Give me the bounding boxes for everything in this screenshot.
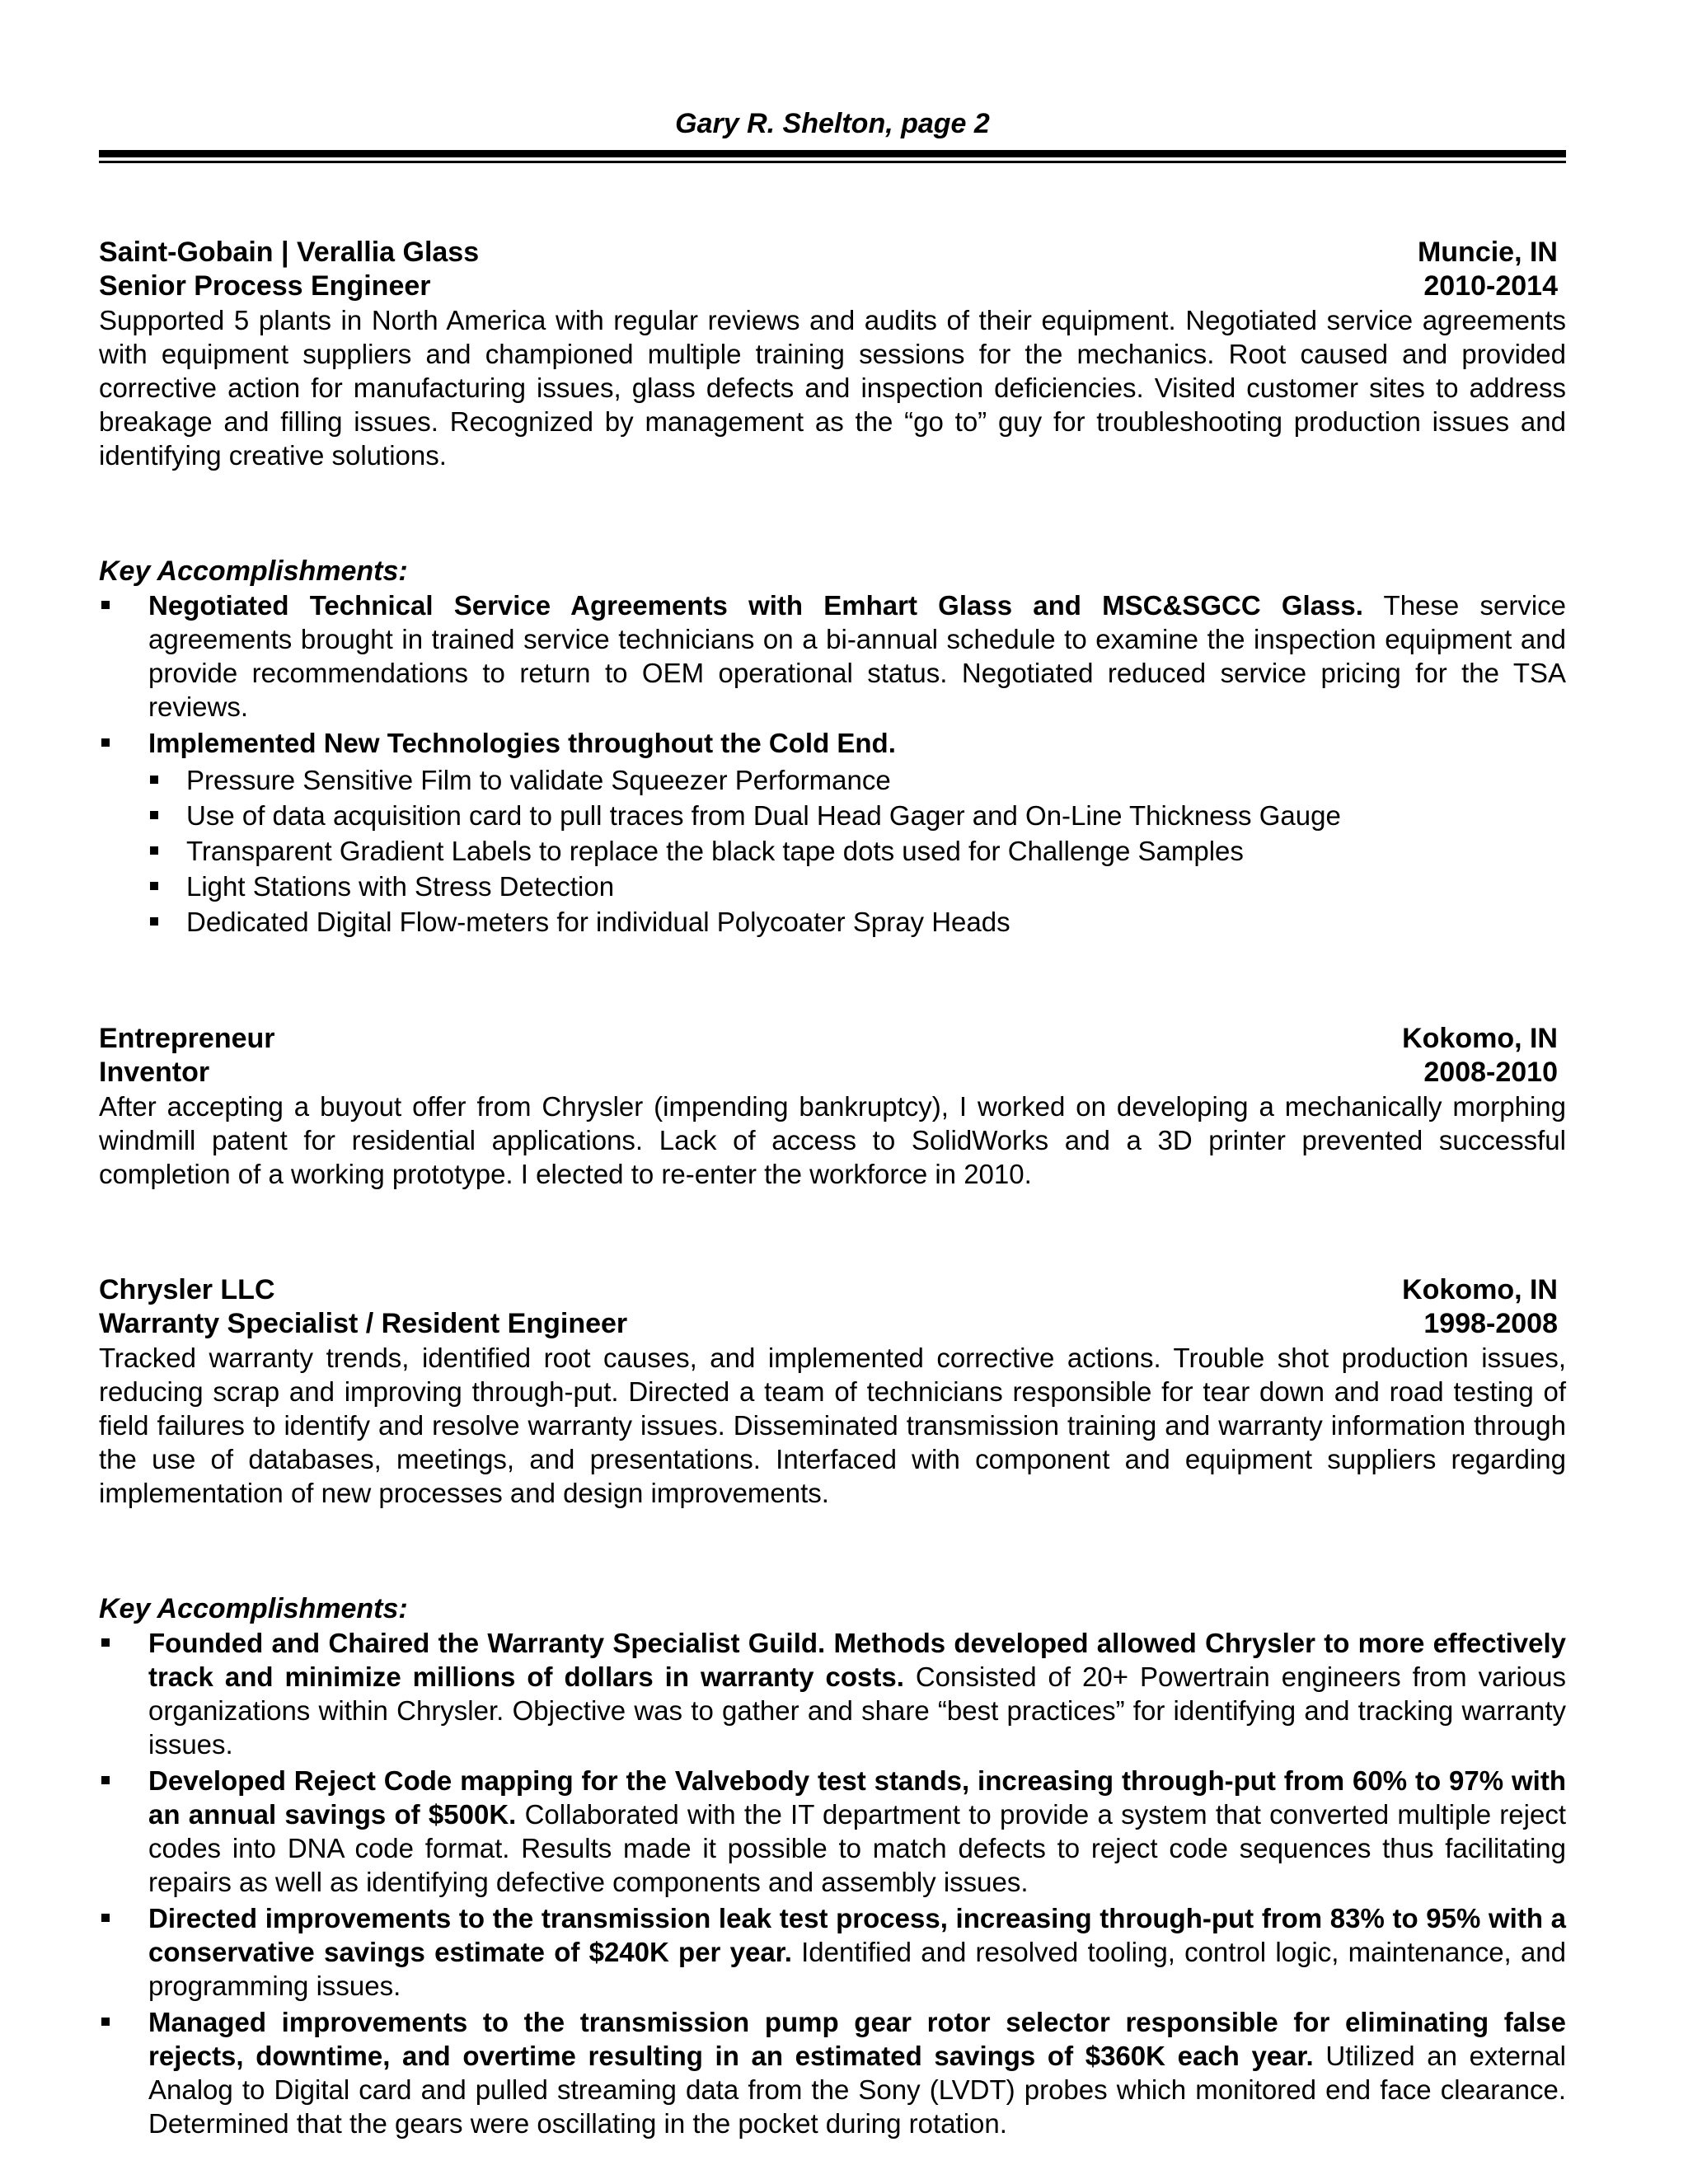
job-dates: 1998-2008 [1423,1308,1558,1339]
job-company: Entrepreneur [99,1023,275,1054]
accomplishments-title: Key Accomplishments: [99,555,408,587]
sub-item: Dedicated Digital Flow-meters for individual Polycoater Spray Heads [99,904,1566,940]
job-title: Warranty Specialist / Resident Engineer [99,1308,628,1339]
accomplishment-bold: Managed improvements to the transmission pump gear rotor selector responsible for eliminating false rejects, downtime, and overtime resulting in an estimated savings of $360K each year. [148,2007,1566,2071]
job-title-row [99,1056,1566,1090]
job-dates: 2010-2014 [1423,270,1558,302]
job-entrepreneur [99,1022,1566,1191]
accomplishment-item [99,1901,1566,2003]
technologies-sublist [99,762,1566,940]
accomplishments-list [99,588,1566,760]
sub-item: Use of data acquisition card to pull traces from Dual Head Gager and On-Line Thickness Gauge [99,798,1566,833]
sub-item: Transparent Gradient Labels to replace the black tape dots used for Challenge Samples [99,833,1566,869]
job-location: Kokomo, IN [1402,1274,1558,1305]
job-saint-gobain [99,236,1566,940]
job-title-row [99,269,1566,303]
sub-item: Light Stations with Stress Detection [99,869,1566,904]
accomplishment-text: Consisted of 20+ Powertrain engineers from various organizations within Chrysler. Objective was to gather and share “best practices” for identifying and tracking warranty issues. [148,1661,1566,1760]
accomplishment-bold: Implemented New Technologies throughout the Cold End. [148,728,896,758]
accomplishments-list [99,1626,1566,2140]
job-title: Inventor [99,1057,210,1088]
job-company: Saint-Gobain | Verallia Glass [99,237,480,268]
job-description: Supported 5 plants in North America with regular reviews and audits of their equipment. Negotiated service agreements with equipment suppliers and championed multiple training sessions for the mechanics. Root caused and provided corrective action for manufacturing issues, glass defects and inspection deficiencies. Visited customer sites to address breakage and filling issues. Recognized by management as the “go to” guy for troubleshooting production issues and identifying creative solutions. [99,305,1566,471]
accomplishment-item [99,1626,1566,1761]
accomplishment-item [99,2005,1566,2140]
job-title-row [99,1307,1566,1341]
accomplishment-item [99,1764,1566,1899]
job-header-row [99,236,1566,269]
accomplishment-bold: Founded and Chaired the Warranty Specialist Guild. Methods developed allowed Chrysler to more effectively track and minimize millions of dollars in warranty costs. [148,1628,1566,1692]
accomplishment-text: Utilized an external Analog to Digital card and pulled streaming data from the Sony (LVDT) probes which monitored end face clearance. Determined that the gears were oscillating in the pocket during rotation. [148,2041,1566,2139]
job-description: After accepting a buyout offer from Chrysler (impending bankruptcy), I worked on developing a mechanically morphing windmill patent for residential applications. Lack of access to SolidWorks and a 3D printer prevented successful completion of a working prototype. I elected to re-enter the workforce in 2010. [99,1091,1566,1189]
accomplishment-item [99,588,1566,724]
accomplishment-bold: Directed improvements to the transmission leak test process, increasing through-put from 83% to 95% with a conservative savings estimate of $240K per year. [148,1903,1566,1967]
accomplishment-text: These service agreements brought in trained service technicians on a bi-annual schedule to examine the inspection equipment and provide recommendations to return to OEM operational status. Negotiated reduced service pricing for the TSA reviews. [148,590,1567,722]
job-title: Senior Process Engineer [99,270,431,302]
accomplishment-text: Identified and resolved tooling, control logic, maintenance, and programming issues. [148,1937,1567,2001]
accomplishment-bold: Negotiated Technical Service Agreements with Emhart Glass and MSC&SGCC Glass. [148,590,1363,621]
sub-item: Pressure Sensitive Film to validate Squeezer Performance [99,762,1566,798]
accomplishment-bold: Developed Reject Code mapping for the Valvebody test stands, increasing through-put from 60% to 97% with an annual savings of $500K. [148,1765,1566,1830]
job-location: Kokomo, IN [1402,1023,1558,1054]
job-description: Tracked warranty trends, identified root causes, and implemented corrective actions. Trouble shot production issues, reducing scrap and improving through-put. Directed a team of technicians responsible for tear down and road testing of field failures to identify and resolve warranty issues. Disseminated transmission training and warranty information through the use of databases, meetings, and presentations. Interfaced with component and equipment suppliers regarding implementation of new processes and design improvements. [99,1343,1566,1508]
job-location: Muncie, IN [1417,237,1558,268]
page-header: Gary R. Shelton, page 2 [675,108,990,139]
header-rule-thin [99,161,1566,163]
job-chrysler [99,1273,1566,2140]
resume-page [99,105,1566,2143]
job-company: Chrysler LLC [99,1274,275,1305]
job-header-row [99,1273,1566,1307]
accomplishment-item [99,726,1566,760]
job-header-row [99,1022,1566,1056]
accomplishments-title: Key Accomplishments: [99,1593,408,1624]
accomplishment-text: Collaborated with the IT department to provide a system that converted multiple reject codes into DNA code format. Results made it possible to match defects to reject code sequences thus facilitating repairs as well as identifying defective components and assembly issues. [148,1799,1566,1897]
job-dates: 2008-2010 [1423,1057,1558,1088]
header-rule-thick [99,150,1566,157]
